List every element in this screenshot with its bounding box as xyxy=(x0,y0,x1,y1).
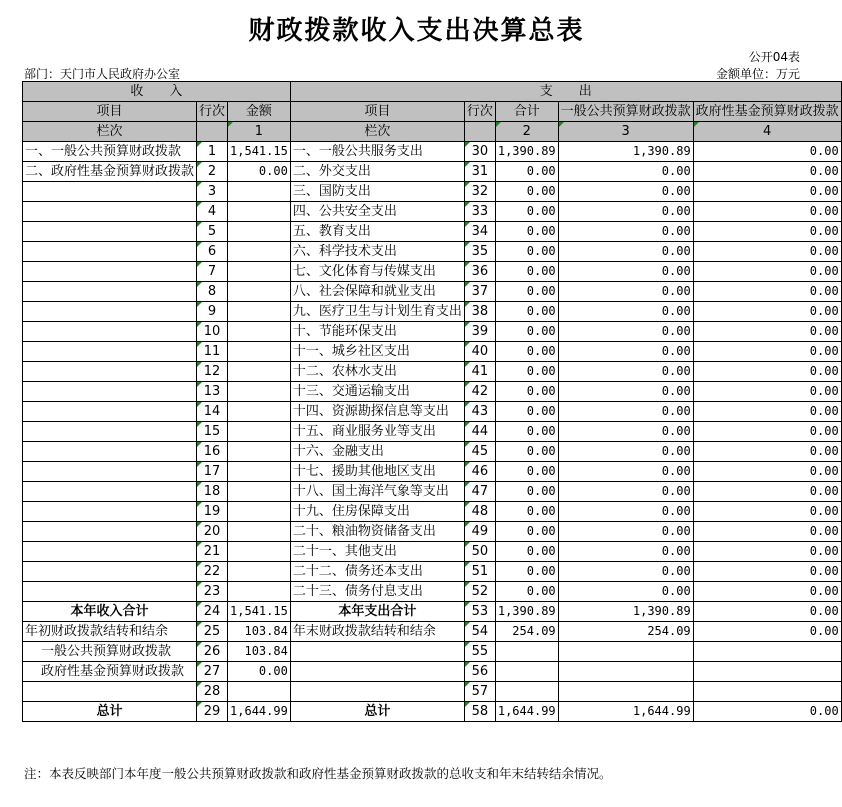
expense-item-cell xyxy=(290,682,464,702)
expense-total-cell: 0.00 xyxy=(495,202,558,222)
income-item-cell xyxy=(23,542,197,562)
expense-line-cell: 56 xyxy=(464,662,495,682)
income-line-header: 行次 xyxy=(197,102,228,122)
expense-general-budget-cell xyxy=(558,662,693,682)
income-item-cell xyxy=(23,562,197,582)
income-section-header: 收 入 xyxy=(23,82,291,102)
income-item-cell xyxy=(23,222,197,242)
expense-total-cell: 0.00 xyxy=(495,182,558,202)
expense-line-cell: 37 xyxy=(464,282,495,302)
expense-item-cell: 四、公共安全支出 xyxy=(290,202,464,222)
expense-line-cell: 47 xyxy=(464,482,495,502)
expense-gov-fund-cell: 0.00 xyxy=(693,542,841,562)
expense-gov-fund-cell: 0.00 xyxy=(693,522,841,542)
header-row-column-numbers xyxy=(23,122,842,142)
income-line-cell: 22 xyxy=(197,562,228,582)
expense-total-cell: 0.00 xyxy=(495,322,558,342)
expense-gov-fund-cell xyxy=(693,682,841,702)
expense-total-cell: 0.00 xyxy=(495,542,558,562)
expense-general-budget-cell: 0.00 xyxy=(558,522,693,542)
income-line-cell: 14 xyxy=(197,402,228,422)
expense-gov-fund-cell: 0.00 xyxy=(693,702,841,722)
income-amount-cell xyxy=(228,402,291,422)
income-line-cell: 28 xyxy=(197,682,228,702)
expense-gov-fund-cell: 0.00 xyxy=(693,462,841,482)
income-amount-cell xyxy=(228,202,291,222)
expense-total-cell: 0.00 xyxy=(495,382,558,402)
expense-general-budget-cell: 0.00 xyxy=(558,182,693,202)
table-row xyxy=(23,562,842,582)
income-amount-cell xyxy=(228,522,291,542)
income-item-cell: 政府性基金预算财政拨款 xyxy=(23,662,197,682)
expense-gov-fund-cell: 0.00 xyxy=(693,382,841,402)
income-line-cell: 7 xyxy=(197,262,228,282)
summary-row xyxy=(23,702,842,722)
income-amount-cell: 103.84 xyxy=(228,622,291,642)
income-item-cell xyxy=(23,682,197,702)
expense-general-budget-cell: 0.00 xyxy=(558,422,693,442)
expense-gov-fund-cell: 0.00 xyxy=(693,282,841,302)
expense-item-cell: 十六、金融支出 xyxy=(290,442,464,462)
expense-line-cell: 55 xyxy=(464,642,495,662)
income-line-cell: 12 xyxy=(197,362,228,382)
expense-gov-fund-cell: 0.00 xyxy=(693,362,841,382)
total-col-number: 2 xyxy=(495,122,558,142)
budget-summary-table xyxy=(22,81,842,722)
expense-general-budget-cell: 1,390.89 xyxy=(558,602,693,622)
expense-gov-fund-cell: 0.00 xyxy=(693,622,841,642)
summary-row xyxy=(23,602,842,622)
income-amount-cell xyxy=(228,482,291,502)
income-amount-cell xyxy=(228,182,291,202)
expense-line-cell: 53 xyxy=(464,602,495,622)
income-line-cell: 1 xyxy=(197,142,228,162)
expense-line-cell: 48 xyxy=(464,502,495,522)
expense-item-cell: 三、国防支出 xyxy=(290,182,464,202)
expense-item-cell: 十二、农林水支出 xyxy=(290,362,464,382)
expense-section-header: 支 出 xyxy=(290,82,841,102)
income-line-cell: 3 xyxy=(197,182,228,202)
expense-total-cell: 0.00 xyxy=(495,462,558,482)
general-col-number: 3 xyxy=(558,122,693,142)
income-item-header: 项目 xyxy=(23,102,197,122)
income-line-cell: 25 xyxy=(197,622,228,642)
expense-general-budget-cell: 0.00 xyxy=(558,402,693,422)
expense-general-budget-cell: 0.00 xyxy=(558,222,693,242)
income-line-cell: 20 xyxy=(197,522,228,542)
income-amount-cell xyxy=(228,682,291,702)
expense-general-budget-cell: 1,390.89 xyxy=(558,142,693,162)
expense-total-cell: 0.00 xyxy=(495,222,558,242)
income-item-cell xyxy=(23,302,197,322)
expense-line-cell: 45 xyxy=(464,442,495,462)
expense-line-cell: 30 xyxy=(464,142,495,162)
expense-total-cell xyxy=(495,662,558,682)
expense-total-cell: 0.00 xyxy=(495,242,558,262)
income-line-cell: 13 xyxy=(197,382,228,402)
income-amount-header: 金额 xyxy=(228,102,291,122)
income-col-label: 栏次 xyxy=(23,122,197,142)
table-row xyxy=(23,342,842,362)
expense-line-cell: 50 xyxy=(464,542,495,562)
income-item-cell: 本年收入合计 xyxy=(23,602,197,622)
form-number: 公开04表 xyxy=(748,50,800,64)
expense-line-cell: 33 xyxy=(464,202,495,222)
expense-item-cell: 年末财政拨款结转和结余 xyxy=(290,622,464,642)
expense-item-cell: 九、医疗卫生与计划生育支出 xyxy=(290,302,464,322)
expense-gov-fund-cell: 0.00 xyxy=(693,202,841,222)
expense-total-cell: 0.00 xyxy=(495,342,558,362)
income-item-cell xyxy=(23,382,197,402)
expense-total-cell: 0.00 xyxy=(495,402,558,422)
income-item-cell: 一、一般公共预算财政拨款 xyxy=(23,142,197,162)
expense-item-cell: 二十二、债务还本支出 xyxy=(290,562,464,582)
expense-line-cell: 54 xyxy=(464,622,495,642)
table-row xyxy=(23,382,842,402)
expense-general-budget-cell: 0.00 xyxy=(558,242,693,262)
expense-general-budget-cell: 0.00 xyxy=(558,502,693,522)
income-line-cell: 19 xyxy=(197,502,228,522)
table-row xyxy=(23,462,842,482)
expense-gov-fund-cell: 0.00 xyxy=(693,222,841,242)
income-amount-cell: 103.84 xyxy=(228,642,291,662)
expense-line-cell: 38 xyxy=(464,302,495,322)
table-row xyxy=(23,582,842,602)
expense-item-cell xyxy=(290,662,464,682)
income-line-cell: 17 xyxy=(197,462,228,482)
income-item-cell xyxy=(23,242,197,262)
table-body xyxy=(23,142,842,722)
summary-row xyxy=(23,682,842,702)
expense-total-cell: 0.00 xyxy=(495,302,558,322)
expense-item-cell: 二十三、债务付息支出 xyxy=(290,582,464,602)
expense-total-cell: 254.09 xyxy=(495,622,558,642)
income-item-cell xyxy=(23,482,197,502)
income-amount-cell: 1,541.15 xyxy=(228,142,291,162)
table-row xyxy=(23,402,842,422)
income-amount-cell: 0.00 xyxy=(228,162,291,182)
income-line-cell: 6 xyxy=(197,242,228,262)
income-line-cell: 2 xyxy=(197,162,228,182)
expense-item-cell: 二十、粮油物资储备支出 xyxy=(290,522,464,542)
income-amount-cell xyxy=(228,582,291,602)
expense-line-cell: 39 xyxy=(464,322,495,342)
table-row xyxy=(23,142,842,162)
expense-line-cell: 40 xyxy=(464,342,495,362)
income-line-cell: 15 xyxy=(197,422,228,442)
expense-item-cell xyxy=(290,642,464,662)
income-amount-cell xyxy=(228,422,291,442)
expense-total-cell xyxy=(495,642,558,662)
expense-gov-fund-cell: 0.00 xyxy=(693,582,841,602)
expense-gov-fund-cell: 0.00 xyxy=(693,302,841,322)
income-amount-cell xyxy=(228,442,291,462)
income-item-cell xyxy=(23,422,197,442)
expense-item-cell: 十五、商业服务业等支出 xyxy=(290,422,464,442)
income-item-cell xyxy=(23,462,197,482)
expense-item-cell: 总计 xyxy=(290,702,464,722)
expense-general-budget-cell: 0.00 xyxy=(558,302,693,322)
table-row xyxy=(23,302,842,322)
summary-row xyxy=(23,622,842,642)
income-item-cell: 一般公共预算财政拨款 xyxy=(23,642,197,662)
expense-item-cell: 一、一般公共服务支出 xyxy=(290,142,464,162)
income-item-cell xyxy=(23,262,197,282)
expense-gov-fund-cell: 0.00 xyxy=(693,422,841,442)
income-item-cell xyxy=(23,582,197,602)
income-amount-cell xyxy=(228,242,291,262)
expense-total-cell: 1,644.99 xyxy=(495,702,558,722)
table-row xyxy=(23,502,842,522)
income-amount-cell xyxy=(228,282,291,302)
expense-line-cell: 36 xyxy=(464,262,495,282)
income-item-cell xyxy=(23,182,197,202)
expense-general-budget-cell: 0.00 xyxy=(558,262,693,282)
expense-total-cell: 0.00 xyxy=(495,482,558,502)
expense-total-cell: 0.00 xyxy=(495,362,558,382)
income-amount-cell xyxy=(228,462,291,482)
income-amount-cell: 1,644.99 xyxy=(228,702,291,722)
income-amount-cell: 0.00 xyxy=(228,662,291,682)
expense-item-cell: 十八、国土海洋气象等支出 xyxy=(290,482,464,502)
expense-line-cell: 41 xyxy=(464,362,495,382)
income-item-cell xyxy=(23,322,197,342)
income-line-cell: 27 xyxy=(197,662,228,682)
income-amount-cell xyxy=(228,302,291,322)
income-line-cell: 11 xyxy=(197,342,228,362)
expense-item-header: 项目 xyxy=(290,102,464,122)
expense-total-cell: 0.00 xyxy=(495,422,558,442)
expense-general-budget-cell: 0.00 xyxy=(558,442,693,462)
expense-item-cell: 十三、交通运输支出 xyxy=(290,382,464,402)
expense-total-cell: 0.00 xyxy=(495,262,558,282)
income-line-cell: 29 xyxy=(197,702,228,722)
expense-gov-fund-cell: 0.00 xyxy=(693,342,841,362)
income-item-cell xyxy=(23,402,197,422)
income-amount-cell xyxy=(228,362,291,382)
expense-total-cell: 1,390.89 xyxy=(495,602,558,622)
table-row xyxy=(23,182,842,202)
expense-gov-fund-cell: 0.00 xyxy=(693,402,841,422)
expense-gov-fund-cell: 0.00 xyxy=(693,602,841,622)
income-amount-cell xyxy=(228,542,291,562)
table-row xyxy=(23,242,842,262)
expense-general-budget-cell: 0.00 xyxy=(558,162,693,182)
income-line-cell: 24 xyxy=(197,602,228,622)
expense-line-cell: 43 xyxy=(464,402,495,422)
income-amount-cell: 1,541.15 xyxy=(228,602,291,622)
income-item-cell xyxy=(23,502,197,522)
table-row xyxy=(23,222,842,242)
table-row xyxy=(23,162,842,182)
expense-item-cell: 十四、资源勘探信息等支出 xyxy=(290,402,464,422)
expense-line-cell: 35 xyxy=(464,242,495,262)
expense-general-budget-cell xyxy=(558,642,693,662)
expense-total-header: 合计 xyxy=(495,102,558,122)
table-row xyxy=(23,202,842,222)
income-line-cell: 26 xyxy=(197,642,228,662)
expense-total-cell: 0.00 xyxy=(495,502,558,522)
expense-total-cell: 1,390.89 xyxy=(495,142,558,162)
income-line-cell: 8 xyxy=(197,282,228,302)
income-amount-cell xyxy=(228,382,291,402)
income-amount-cell xyxy=(228,342,291,362)
income-item-cell xyxy=(23,362,197,382)
income-item-cell xyxy=(23,282,197,302)
table-row xyxy=(23,362,842,382)
expense-line-cell: 51 xyxy=(464,562,495,582)
expense-gov-fund-cell: 0.00 xyxy=(693,442,841,462)
expense-gov-fund-cell xyxy=(693,642,841,662)
expense-total-cell: 0.00 xyxy=(495,442,558,462)
expense-line-header: 行次 xyxy=(464,102,495,122)
income-item-cell: 年初财政拨款结转和结余 xyxy=(23,622,197,642)
table-row xyxy=(23,262,842,282)
expense-general-budget-cell: 0.00 xyxy=(558,542,693,562)
report-title: 财政拨款收入支出决算总表 xyxy=(248,16,585,46)
expense-general-budget-cell: 254.09 xyxy=(558,622,693,642)
expense-general-budget-cell: 0.00 xyxy=(558,342,693,362)
expense-col-label: 栏次 xyxy=(290,122,464,142)
income-line-cell: 18 xyxy=(197,482,228,502)
expense-line-cell: 34 xyxy=(464,222,495,242)
expense-general-budget-cell: 0.00 xyxy=(558,362,693,382)
footnote: 注：本表反映部门本年度一般公共预算财政拨款和政府性基金预算财政拨款的总收支和年末结转结余情况。 xyxy=(24,766,612,781)
table-row xyxy=(23,422,842,442)
gov-fund-header: 政府性基金预算财政拨款 xyxy=(693,102,841,122)
income-item-cell: 二、政府性基金预算财政拨款 xyxy=(23,162,197,182)
unit-label: 金额单位：万元 xyxy=(715,67,800,81)
expense-item-cell: 七、文化体育与传媒支出 xyxy=(290,262,464,282)
expense-general-budget-cell: 0.00 xyxy=(558,562,693,582)
income-line-cell: 16 xyxy=(197,442,228,462)
table-row xyxy=(23,322,842,342)
income-amount-cell xyxy=(228,262,291,282)
expense-general-budget-cell: 0.00 xyxy=(558,202,693,222)
expense-item-cell: 本年支出合计 xyxy=(290,602,464,622)
income-amount-cell xyxy=(228,222,291,242)
income-line-cell: 4 xyxy=(197,202,228,222)
expense-line-cell: 57 xyxy=(464,682,495,702)
expense-gov-fund-cell: 0.00 xyxy=(693,242,841,262)
expense-general-budget-cell: 0.00 xyxy=(558,482,693,502)
income-amount-cell xyxy=(228,322,291,342)
income-col-blank xyxy=(197,122,228,142)
income-col-number: 1 xyxy=(228,122,291,142)
expense-total-cell: 0.00 xyxy=(495,582,558,602)
expense-gov-fund-cell: 0.00 xyxy=(693,502,841,522)
expense-general-budget-cell: 1,644.99 xyxy=(558,702,693,722)
income-line-cell: 21 xyxy=(197,542,228,562)
income-item-cell xyxy=(23,442,197,462)
expense-gov-fund-cell xyxy=(693,662,841,682)
expense-gov-fund-cell: 0.00 xyxy=(693,562,841,582)
income-line-cell: 23 xyxy=(197,582,228,602)
expense-line-cell: 44 xyxy=(464,422,495,442)
expense-line-cell: 49 xyxy=(464,522,495,542)
expense-item-cell: 十七、援助其他地区支出 xyxy=(290,462,464,482)
expense-general-budget-cell: 0.00 xyxy=(558,282,693,302)
expense-line-cell: 42 xyxy=(464,382,495,402)
expense-gov-fund-cell: 0.00 xyxy=(693,142,841,162)
summary-row xyxy=(23,642,842,662)
expense-general-budget-cell: 0.00 xyxy=(558,322,693,342)
income-line-cell: 5 xyxy=(197,222,228,242)
income-item-cell xyxy=(23,522,197,542)
expense-item-cell: 十一、城乡社区支出 xyxy=(290,342,464,362)
expense-total-cell: 0.00 xyxy=(495,282,558,302)
income-item-cell xyxy=(23,202,197,222)
table-row xyxy=(23,442,842,462)
table-row xyxy=(23,542,842,562)
expense-line-cell: 58 xyxy=(464,702,495,722)
expense-gov-fund-cell: 0.00 xyxy=(693,162,841,182)
expense-line-cell: 52 xyxy=(464,582,495,602)
expense-gov-fund-cell: 0.00 xyxy=(693,262,841,282)
income-item-cell xyxy=(23,342,197,362)
expense-item-cell: 五、教育支出 xyxy=(290,222,464,242)
table-row xyxy=(23,482,842,502)
expense-item-cell: 二、外交支出 xyxy=(290,162,464,182)
table-row xyxy=(23,282,842,302)
expense-item-cell: 十九、住房保障支出 xyxy=(290,502,464,522)
income-item-cell: 总计 xyxy=(23,702,197,722)
expense-total-cell xyxy=(495,682,558,702)
income-amount-cell xyxy=(228,562,291,582)
expense-gov-fund-cell: 0.00 xyxy=(693,182,841,202)
expense-line-cell: 46 xyxy=(464,462,495,482)
expense-gov-fund-cell: 0.00 xyxy=(693,322,841,342)
expense-total-cell: 0.00 xyxy=(495,162,558,182)
income-line-cell: 9 xyxy=(197,302,228,322)
income-line-cell: 10 xyxy=(197,322,228,342)
expense-general-budget-cell xyxy=(558,682,693,702)
expense-line-cell: 32 xyxy=(464,182,495,202)
expense-gov-fund-cell: 0.00 xyxy=(693,482,841,502)
expense-total-cell: 0.00 xyxy=(495,562,558,582)
expense-general-budget-cell: 0.00 xyxy=(558,582,693,602)
expense-item-cell: 六、科学技术支出 xyxy=(290,242,464,262)
expense-total-cell: 0.00 xyxy=(495,522,558,542)
expense-item-cell: 十、节能环保支出 xyxy=(290,322,464,342)
header-row-columns xyxy=(23,102,842,122)
expense-item-cell: 二十一、其他支出 xyxy=(290,542,464,562)
income-amount-cell xyxy=(228,502,291,522)
expense-line-cell: 31 xyxy=(464,162,495,182)
table-row xyxy=(23,522,842,542)
summary-row xyxy=(23,662,842,682)
header-row-sections xyxy=(23,82,842,102)
expense-col-blank xyxy=(464,122,495,142)
fund-col-number: 4 xyxy=(693,122,841,142)
department-label: 部门：天门市人民政府办公室 xyxy=(24,67,181,81)
expense-item-cell: 八、社会保障和就业支出 xyxy=(290,282,464,302)
expense-general-budget-cell: 0.00 xyxy=(558,382,693,402)
general-budget-header: 一般公共预算财政拨款 xyxy=(558,102,693,122)
expense-general-budget-cell: 0.00 xyxy=(558,462,693,482)
